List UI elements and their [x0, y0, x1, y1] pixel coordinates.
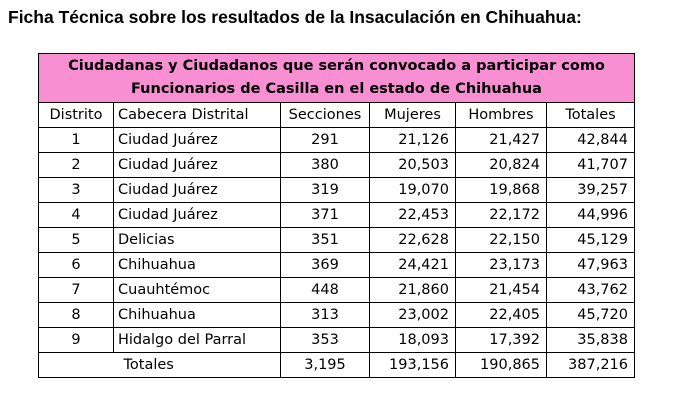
- cell-cabecera: Ciudad Juárez: [114, 153, 281, 178]
- totals-row: [39, 353, 635, 378]
- cell-totales: 43,762: [547, 278, 635, 303]
- cell-cabecera: Ciudad Juárez: [114, 203, 281, 228]
- cell-cabecera: Delicias: [114, 228, 281, 253]
- cell-hombres: 22,150: [456, 228, 547, 253]
- totals-blank-cell: [39, 353, 114, 378]
- cell-secciones: 351: [281, 228, 370, 253]
- totals-totales: 387,216: [547, 353, 635, 378]
- cell-mujeres: 22,628: [370, 228, 456, 253]
- cell-hombres: 22,405: [456, 303, 547, 328]
- table-row: [39, 278, 635, 303]
- column-header-secciones: Secciones: [281, 103, 370, 128]
- cell-cabecera: Ciudad Juárez: [114, 128, 281, 153]
- cell-cabecera: Hidalgo del Parral: [114, 328, 281, 353]
- cell-totales: 44,996: [547, 203, 635, 228]
- column-header-cabecera: Cabecera Distrital: [114, 103, 281, 128]
- cell-distrito: 7: [39, 278, 114, 303]
- cell-mujeres: 22,453: [370, 203, 456, 228]
- cell-mujeres: 24,421: [370, 253, 456, 278]
- table-banner: [39, 54, 635, 103]
- column-header-distrito: Distrito: [39, 103, 114, 128]
- cell-secciones: 371: [281, 203, 370, 228]
- cell-secciones: 448: [281, 278, 370, 303]
- cell-hombres: 20,824: [456, 153, 547, 178]
- totals-secciones: 3,195: [281, 353, 370, 378]
- cell-mujeres: 21,860: [370, 278, 456, 303]
- cell-totales: 41,707: [547, 153, 635, 178]
- table-row: [39, 228, 635, 253]
- cell-totales: 35,838: [547, 328, 635, 353]
- table-row: [39, 128, 635, 153]
- totals-mujeres: 193,156: [370, 353, 456, 378]
- cell-totales: 45,129: [547, 228, 635, 253]
- results-table: [38, 53, 635, 378]
- cell-hombres: 17,392: [456, 328, 547, 353]
- table-row: [39, 253, 635, 278]
- table-row: [39, 178, 635, 203]
- cell-cabecera: Ciudad Juárez: [114, 178, 281, 203]
- cell-hombres: 22,172: [456, 203, 547, 228]
- cell-distrito: 6: [39, 253, 114, 278]
- header-row: [39, 103, 635, 128]
- cell-hombres: 23,173: [456, 253, 547, 278]
- table-row: [39, 153, 635, 178]
- page-title: Ficha Técnica sobre los resultados de la Insaculación en Chihuahua:: [8, 7, 582, 27]
- cell-hombres: 19,868: [456, 178, 547, 203]
- cell-secciones: 319: [281, 178, 370, 203]
- cell-mujeres: 21,126: [370, 128, 456, 153]
- cell-distrito: 5: [39, 228, 114, 253]
- table-body: [39, 128, 635, 353]
- cell-distrito: 4: [39, 203, 114, 228]
- column-header-mujeres: Mujeres: [370, 103, 456, 128]
- totals-hombres: 190,865: [456, 353, 547, 378]
- cell-secciones: 291: [281, 128, 370, 153]
- table-row: [39, 203, 635, 228]
- cell-cabecera: Chihuahua: [114, 303, 281, 328]
- table-row: [39, 303, 635, 328]
- cell-cabecera: Chihuahua: [114, 253, 281, 278]
- table-row: [39, 328, 635, 353]
- cell-totales: 42,844: [547, 128, 635, 153]
- cell-mujeres: 20,503: [370, 153, 456, 178]
- cell-distrito: 1: [39, 128, 114, 153]
- cell-secciones: 353: [281, 328, 370, 353]
- cell-secciones: 369: [281, 253, 370, 278]
- banner-line-2: Funcionarios de Casilla en el estado de Chihuahua: [131, 81, 542, 97]
- cell-distrito: 2: [39, 153, 114, 178]
- cell-totales: 45,720: [547, 303, 635, 328]
- cell-mujeres: 18,093: [370, 328, 456, 353]
- cell-distrito: 3: [39, 178, 114, 203]
- cell-secciones: 380: [281, 153, 370, 178]
- cell-hombres: 21,454: [456, 278, 547, 303]
- banner-row: [39, 54, 635, 103]
- column-header-hombres: Hombres: [456, 103, 547, 128]
- cell-cabecera: Cuauhtémoc: [114, 278, 281, 303]
- column-header-totales: Totales: [547, 103, 635, 128]
- cell-totales: 39,257: [547, 178, 635, 203]
- cell-mujeres: 19,070: [370, 178, 456, 203]
- cell-secciones: 313: [281, 303, 370, 328]
- cell-mujeres: 23,002: [370, 303, 456, 328]
- cell-distrito: 9: [39, 328, 114, 353]
- cell-totales: 47,963: [547, 253, 635, 278]
- cell-distrito: 8: [39, 303, 114, 328]
- cell-hombres: 21,427: [456, 128, 547, 153]
- totals-label: Totales: [114, 353, 281, 378]
- banner-line-1: Ciudadanas y Ciudadanos que serán convocado a participar como: [68, 58, 605, 74]
